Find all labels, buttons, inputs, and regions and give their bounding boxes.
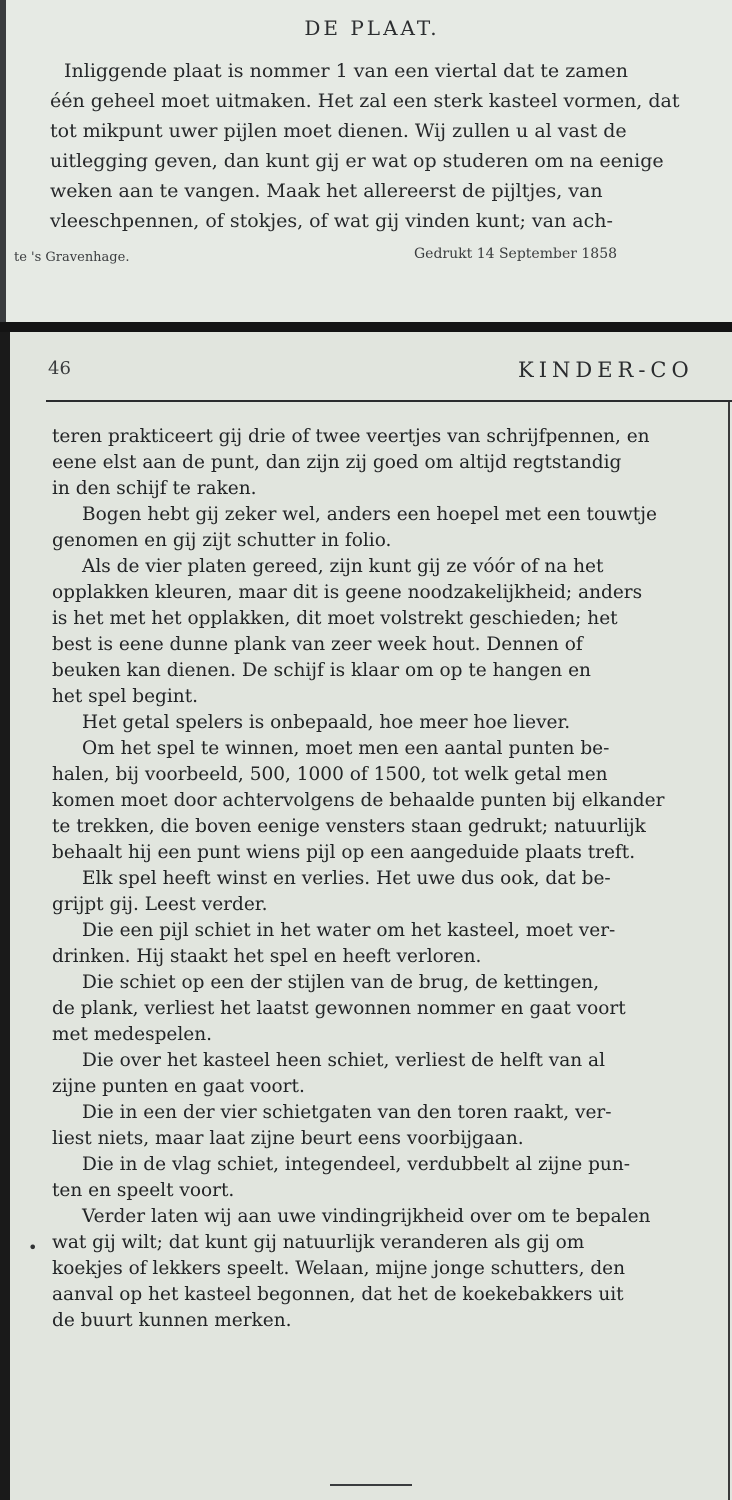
- text-line: één geheel moet uitmaken. Het zal een sterk kasteel vormen, dat: [50, 90, 680, 112]
- text-line: koekjes of lekkers speelt. Welaan, mijne jonge schutters, den: [52, 1258, 626, 1279]
- text-line: vleeschpennen, of stokjes, of wat gij vinden kunt; van ach-: [50, 210, 613, 232]
- text-line: de buurt kunnen merken.: [52, 1310, 292, 1331]
- text-line: genomen en gij zijt schutter in folio.: [52, 530, 392, 551]
- text-line: liest niets, maar laat zijne beurt eens voorbijgaan.: [52, 1128, 524, 1149]
- lower-page: [0, 332, 732, 1500]
- text-line: Om het spel te winnen, moet men een aantal punten be-: [82, 738, 610, 759]
- text-line: drinken. Hij staakt het spel en heeft verloren.: [52, 946, 482, 967]
- text-line: best is eene dunne plank van zeer week hout. Dennen of: [52, 634, 583, 655]
- text-line: wat gij wilt; dat kunt gij natuurlijk veranderen als gij om: [52, 1232, 585, 1253]
- header-rule: [46, 400, 732, 402]
- text-line: Elk spel heeft winst en verlies. Het uwe dus ook, dat be-: [82, 868, 611, 889]
- text-line: tot mikpunt uwer pijlen moet dienen. Wij zullen u al vast de: [50, 120, 627, 142]
- text-line: grijpt gij. Leest verder.: [52, 894, 268, 915]
- text-line: beuken kan dienen. De schijf is klaar om op te hangen en: [52, 660, 591, 681]
- margin-mark: •: [28, 1238, 38, 1257]
- text-line: opplakken kleuren, maar dit is geene noodzakelijkheid; anders: [52, 582, 643, 603]
- text-line: Het getal spelers is onbepaald, hoe meer hoe liever.: [82, 712, 571, 733]
- running-head: KINDER-CO: [518, 358, 694, 382]
- text-line: komen moet door achtervolgens de behaalde punten bij elkander: [52, 790, 665, 811]
- text-line: Die in de vlag schiet, integendeel, verdubbelt al zijne pun-: [82, 1154, 631, 1175]
- text-line: Die schiet op een der stijlen van de brug, de kettingen,: [82, 972, 600, 993]
- print-date: Gedrukt 14 September 1858: [414, 246, 618, 262]
- text-line: Als de vier platen gereed, zijn kunt gij ze vóór of na het: [82, 556, 604, 577]
- text-line: Verder laten wij aan uwe vindingrijkheid over om te bepalen: [82, 1206, 651, 1227]
- text-line: zijne punten en gaat voort.: [52, 1076, 305, 1097]
- text-line: Die een pijl schiet in het water om het kasteel, moet ver-: [82, 920, 616, 941]
- text-line: teren prakticeert gij drie of twee veertjes van schrijfpennen, en: [52, 426, 650, 447]
- text-line: ten en speelt voort.: [52, 1180, 235, 1201]
- text-line: uitlegging geven, dan kunt gij er wat op studeren om na eenige: [50, 150, 664, 172]
- text-line: halen, bij voorbeeld, 500, 1000 of 1500, tot welk getal men: [52, 764, 608, 785]
- section-title: DE PLAAT.: [304, 16, 440, 40]
- page-number: 46: [48, 358, 71, 379]
- text-line: te trekken, die boven eenige vensters staan gedrukt; natuurlijk: [52, 816, 646, 837]
- column-rule: [728, 402, 730, 1500]
- text-line: met medespelen.: [52, 1024, 213, 1045]
- page-separator: [0, 322, 732, 332]
- text-line: behaalt hij een punt wiens pijl op een aangeduide plaats treft.: [52, 842, 636, 863]
- body-text: [52, 424, 712, 1334]
- text-line: de plank, verliest het laatst gewonnen nommer en gaat voort: [52, 998, 626, 1019]
- upper-paragraph: [50, 56, 690, 236]
- imprint-place: te 's Gravenhage.: [14, 250, 130, 265]
- text-line: Bogen hebt gij zeker wel, anders een hoepel met een touwtje: [82, 504, 657, 525]
- text-line: aanval op het kasteel begonnen, dat het de koekebakkers uit: [52, 1284, 624, 1305]
- text-line: het spel begint.: [52, 686, 199, 707]
- text-line: eene elst aan de punt, dan zijn zij goed om altijd regtstandig: [52, 452, 622, 473]
- text-line: is het met het opplakken, dit moet volstrekt geschieden; het: [52, 608, 618, 629]
- text-line: Die in een der vier schietgaten van den toren raakt, ver-: [82, 1102, 612, 1123]
- end-rule: [330, 1484, 412, 1486]
- text-line: in den schijf te raken.: [52, 478, 257, 499]
- text-line: weken aan te vangen. Maak het allereerst de pijltjes, van: [50, 180, 603, 202]
- text-line: Die over het kasteel heen schiet, verliest de helft van al: [82, 1050, 605, 1071]
- upper-page: [0, 0, 732, 322]
- text-line: Inliggende plaat is nommer 1 van een viertal dat te zamen: [64, 60, 629, 82]
